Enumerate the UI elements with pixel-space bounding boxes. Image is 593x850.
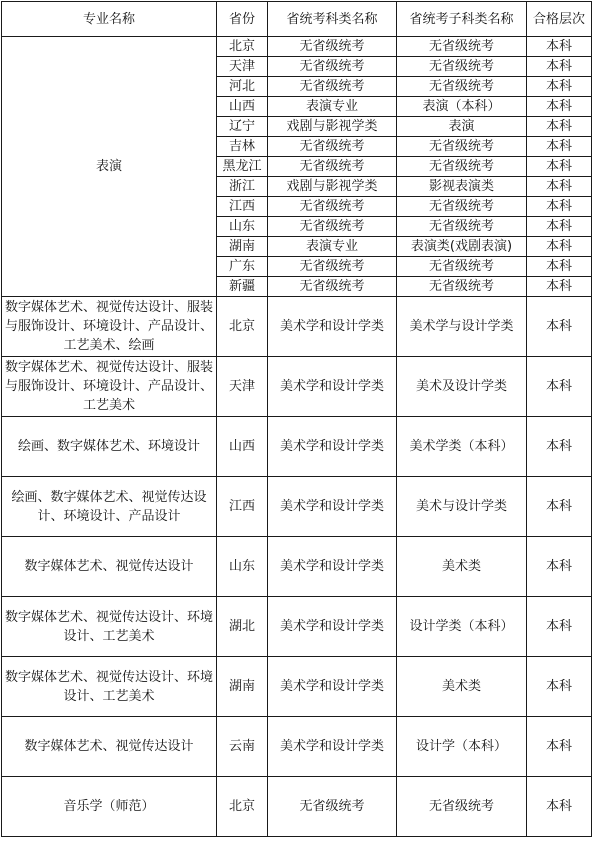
cell-major: 表演 [2, 37, 217, 297]
cell-exam-category: 无省级统考 [268, 257, 397, 277]
cell-exam-category: 无省级统考 [268, 57, 397, 77]
table-row [2, 777, 592, 837]
cell-exam-category: 美术学和设计学类 [268, 477, 397, 537]
cell-exam-category: 表演专业 [268, 237, 397, 257]
cell-province: 天津 [217, 357, 268, 417]
cell-exam-category: 戏剧与影视学类 [268, 117, 397, 137]
cell-exam-subcategory: 美术学与设计学类 [397, 297, 527, 357]
cell-level: 本科 [527, 417, 592, 477]
cell-exam-subcategory: 表演 [397, 117, 527, 137]
cell-exam-category: 戏剧与影视学类 [268, 177, 397, 197]
cell-level: 本科 [527, 717, 592, 777]
cell-exam-subcategory: 美术与设计学类 [397, 477, 527, 537]
cell-province: 辽宁 [217, 117, 268, 137]
cell-level: 本科 [527, 177, 592, 197]
table-row [2, 477, 592, 537]
cell-province: 山西 [217, 97, 268, 117]
cell-exam-category: 无省级统考 [268, 277, 397, 297]
cell-major: 数字媒体艺术、视觉传达设计、环境设计、工艺美术 [2, 597, 217, 657]
table-row [2, 537, 592, 597]
cell-level: 本科 [527, 597, 592, 657]
cell-exam-subcategory: 无省级统考 [397, 77, 527, 97]
cell-province: 北京 [217, 297, 268, 357]
table-row [2, 717, 592, 777]
admission-table [1, 1, 592, 837]
cell-province: 山东 [217, 217, 268, 237]
cell-province: 浙江 [217, 177, 268, 197]
cell-province: 吉林 [217, 137, 268, 157]
cell-province: 湖北 [217, 597, 268, 657]
cell-exam-subcategory: 美术及设计学类 [397, 357, 527, 417]
cell-exam-category: 美术学和设计学类 [268, 357, 397, 417]
cell-province: 山西 [217, 417, 268, 477]
cell-exam-category: 无省级统考 [268, 77, 397, 97]
cell-exam-subcategory: 表演（本科） [397, 97, 527, 117]
cell-exam-category: 美术学和设计学类 [268, 297, 397, 357]
header-exam-category: 省统考科类名称 [268, 2, 397, 37]
cell-exam-subcategory: 无省级统考 [397, 197, 527, 217]
cell-province: 云南 [217, 717, 268, 777]
cell-exam-subcategory: 无省级统考 [397, 777, 527, 837]
cell-level: 本科 [527, 97, 592, 117]
cell-exam-category: 无省级统考 [268, 37, 397, 57]
cell-level: 本科 [527, 57, 592, 77]
cell-level: 本科 [527, 117, 592, 137]
cell-exam-subcategory: 无省级统考 [397, 257, 527, 277]
cell-major: 数字媒体艺术、视觉传达设计、服装与服饰设计、环境设计、产品设计、工艺美术、绘画 [2, 297, 217, 357]
cell-level: 本科 [527, 277, 592, 297]
cell-level: 本科 [527, 657, 592, 717]
cell-exam-category: 美术学和设计学类 [268, 417, 397, 477]
cell-level: 本科 [527, 197, 592, 217]
cell-level: 本科 [527, 297, 592, 357]
cell-major: 数字媒体艺术、视觉传达设计 [2, 717, 217, 777]
cell-exam-category: 美术学和设计学类 [268, 537, 397, 597]
cell-level: 本科 [527, 157, 592, 177]
cell-level: 本科 [527, 137, 592, 157]
cell-province: 天津 [217, 57, 268, 77]
cell-exam-category: 美术学和设计学类 [268, 717, 397, 777]
cell-major: 数字媒体艺术、视觉传达设计、服装与服饰设计、环境设计、产品设计、工艺美术 [2, 357, 217, 417]
cell-exam-category: 无省级统考 [268, 137, 397, 157]
cell-exam-subcategory: 表演类(戏剧表演) [397, 237, 527, 257]
cell-level: 本科 [527, 37, 592, 57]
cell-exam-subcategory: 无省级统考 [397, 217, 527, 237]
header-major: 专业名称 [2, 2, 217, 37]
cell-province: 北京 [217, 777, 268, 837]
header-province: 省份 [217, 2, 268, 37]
cell-major: 音乐学（师范） [2, 777, 217, 837]
cell-province: 广东 [217, 257, 268, 277]
table-row [2, 657, 592, 717]
cell-exam-subcategory: 无省级统考 [397, 37, 527, 57]
cell-exam-subcategory: 影视表演类 [397, 177, 527, 197]
cell-level: 本科 [527, 537, 592, 597]
table-row [2, 357, 592, 417]
cell-province: 新疆 [217, 277, 268, 297]
cell-exam-category: 无省级统考 [268, 197, 397, 217]
cell-exam-subcategory: 设计学类（本科） [397, 597, 527, 657]
cell-level: 本科 [527, 257, 592, 277]
cell-level: 本科 [527, 357, 592, 417]
cell-province: 湖南 [217, 237, 268, 257]
cell-province: 黑龙江 [217, 157, 268, 177]
cell-exam-subcategory: 无省级统考 [397, 57, 527, 77]
cell-major: 绘画、数字媒体艺术、视觉传达设计、环境设计、产品设计 [2, 477, 217, 537]
table-row [2, 297, 592, 357]
cell-exam-category: 无省级统考 [268, 217, 397, 237]
header-row [2, 2, 592, 37]
cell-level: 本科 [527, 477, 592, 537]
cell-level: 本科 [527, 77, 592, 97]
cell-exam-category: 无省级统考 [268, 157, 397, 177]
cell-major: 数字媒体艺术、视觉传达设计、环境设计、工艺美术 [2, 657, 217, 717]
cell-major: 绘画、数字媒体艺术、环境设计 [2, 417, 217, 477]
table-row [2, 417, 592, 477]
header-exam-subcategory: 省统考子科类名称 [397, 2, 527, 37]
cell-level: 本科 [527, 237, 592, 257]
header-level: 合格层次 [527, 2, 592, 37]
cell-major: 数字媒体艺术、视觉传达设计 [2, 537, 217, 597]
table-row [2, 37, 592, 57]
cell-exam-category: 表演专业 [268, 97, 397, 117]
cell-province: 北京 [217, 37, 268, 57]
cell-exam-category: 美术学和设计学类 [268, 657, 397, 717]
cell-province: 江西 [217, 197, 268, 217]
cell-province: 江西 [217, 477, 268, 537]
cell-province: 山东 [217, 537, 268, 597]
table-row [2, 597, 592, 657]
cell-level: 本科 [527, 777, 592, 837]
cell-exam-category: 无省级统考 [268, 777, 397, 837]
cell-exam-subcategory: 美术类 [397, 537, 527, 597]
cell-exam-subcategory: 无省级统考 [397, 137, 527, 157]
cell-exam-subcategory: 设计学（本科） [397, 717, 527, 777]
cell-exam-subcategory: 美术学类（本科） [397, 417, 527, 477]
cell-level: 本科 [527, 217, 592, 237]
cell-exam-category: 美术学和设计学类 [268, 597, 397, 657]
cell-exam-subcategory: 无省级统考 [397, 277, 527, 297]
cell-exam-subcategory: 无省级统考 [397, 157, 527, 177]
cell-exam-subcategory: 美术类 [397, 657, 527, 717]
cell-province: 河北 [217, 77, 268, 97]
cell-province: 湖南 [217, 657, 268, 717]
